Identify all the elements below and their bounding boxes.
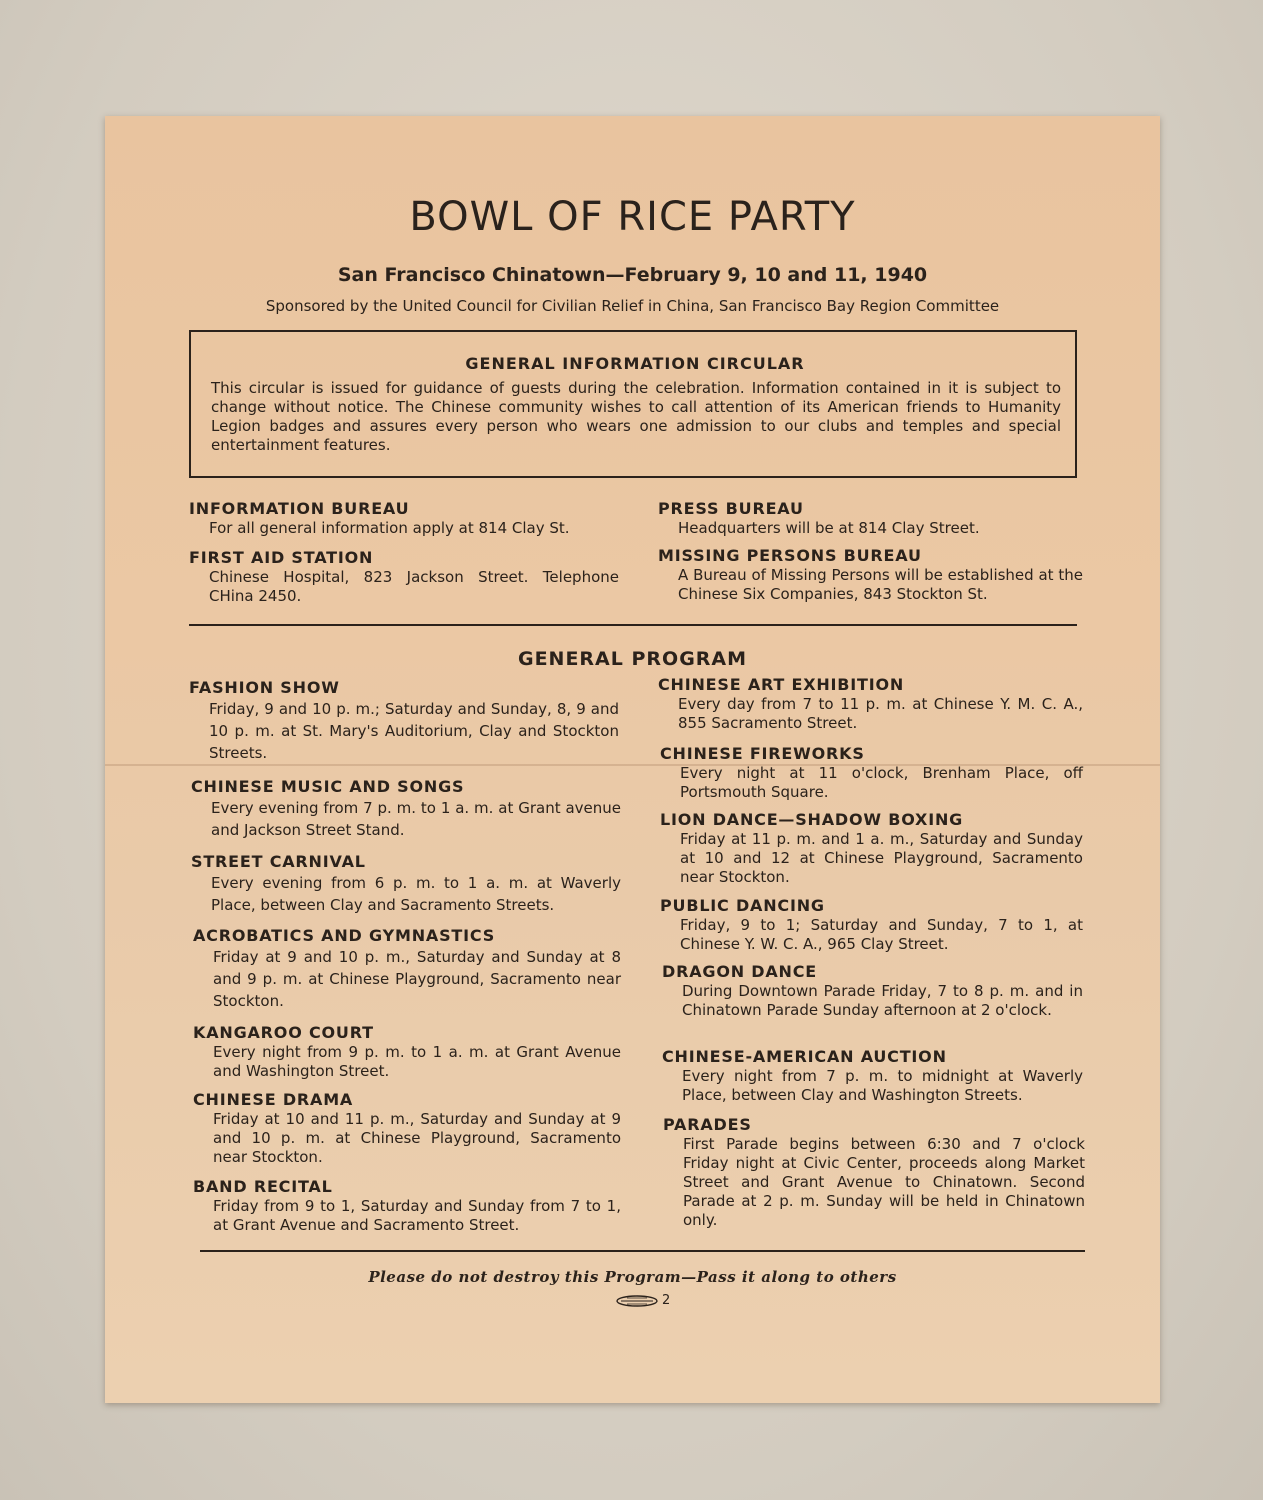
entry-heading: BAND RECITAL [193, 1177, 333, 1196]
info-press-bureau [658, 499, 1083, 538]
program-fashion-show [189, 678, 619, 764]
program-chinese-drama [193, 1090, 621, 1167]
entry-heading: LION DANCE—SHADOW BOXING [660, 810, 964, 829]
entry-body: Friday at 10 and 11 p. m., Saturday and Sunday at 9 and 10 p. m. at Chinese Playground, Sacramento near Stockton. [213, 1110, 621, 1166]
program-dragon-dance [662, 962, 1083, 1020]
program-kangaroo-court [193, 1023, 621, 1081]
entry-heading: ACROBATICS AND GYMNASTICS [193, 926, 496, 945]
program-heading: GENERAL PROGRAM [517, 648, 748, 670]
program-chinese-music [191, 777, 621, 841]
program-lion-dance [660, 810, 1083, 887]
circular-body: This circular is issued for guidance of guests during the celebration. Information contained in it is subject to change without notice. The Chinese community wishes to call attention of its American friends to Humanity Legion badges and assures every person who wears one admission to our clubs and temples and special entertainment features. [211, 379, 1061, 454]
info-first-aid-station [189, 548, 619, 606]
entry-heading: PUBLIC DANCING [660, 896, 825, 915]
entry-body: A Bureau of Missing Persons will be established at the Chinese Six Companies, 843 Stockton St. [678, 566, 1083, 603]
info-information-bureau [189, 499, 619, 538]
page-number [615, 1293, 670, 1308]
entry-heading: FASHION SHOW [189, 678, 340, 697]
program-band-recital [193, 1177, 621, 1235]
entry-body: Friday, 9 and 10 p. m.; Saturday and Sunday, 8, 9 and 10 p. m. at St. Mary's Auditorium, Clay and Stockton Streets. [209, 700, 619, 762]
sponsor-line: Sponsored by the United Council for Civilian Relief in China, San Francisco Bay Region Committee [265, 297, 1000, 315]
entry-body: First Parade begins between 6:30 and 7 o'clock Friday night at Civic Center, proceeds along Market Street and Grant Avenue to Chinatown. Second Parade at 2 p. m. Sunday will be held in Chinatown only. [683, 1135, 1085, 1229]
program-parades [663, 1115, 1085, 1230]
entry-body: Every evening from 7 p. m. to 1 a. m. at Grant avenue and Jackson Street Stand. [211, 799, 621, 839]
program-public-dancing [660, 896, 1083, 954]
entry-heading: CHINESE ART EXHIBITION [658, 675, 905, 694]
footer-note: Please do not destroy this Program—Pass it along to others [368, 1268, 897, 1286]
program-fireworks [660, 744, 1083, 802]
program-acrobatics [193, 926, 621, 1012]
program-art-exhibition [658, 675, 1083, 733]
entry-heading: STREET CARNIVAL [191, 852, 366, 871]
entry-body: Friday, 9 to 1; Saturday and Sunday, 7 to 1, at Chinese Y. W. C. A., 965 Clay Street. [680, 916, 1083, 953]
entry-body: During Downtown Parade Friday, 7 to 8 p. m. and in Chinatown Parade Sunday afternoon at 2 o'clock. [682, 982, 1083, 1019]
entry-body: Every day from 7 to 11 p. m. at Chinese Y. M. C. A., 855 Sacramento Street. [678, 695, 1083, 732]
section-divider [189, 624, 1077, 626]
circular-heading: GENERAL INFORMATION CIRCULAR [465, 354, 805, 373]
entry-heading: INFORMATION BUREAU [189, 499, 410, 518]
program-auction [662, 1047, 1083, 1105]
entry-heading: CHINESE MUSIC AND SONGS [191, 777, 465, 796]
entry-body: Chinese Hospital, 823 Jackson Street. Telephone CHina 2450. [209, 568, 619, 605]
entry-heading: PRESS BUREAU [658, 499, 804, 518]
entry-body: Friday at 9 and 10 p. m., Saturday and Sunday at 8 and 9 p. m. at Chinese Playground, Sacramento near Stockton. [213, 948, 621, 1010]
information-circular-box [189, 330, 1077, 478]
entry-body: Friday from 9 to 1, Saturday and Sunday from 7 to 1, at Grant Avenue and Sacramento Street. [213, 1197, 621, 1234]
page-title: BOWL OF RICE PARTY [409, 194, 856, 240]
entry-body: Every night at 11 o'clock, Brenham Place, off Portsmouth Square. [680, 764, 1083, 801]
entry-body: For all general information apply at 814 Clay St. [209, 519, 570, 537]
program-sheet [105, 116, 1160, 1403]
entry-body: Headquarters will be at 814 Clay Street. [678, 519, 980, 537]
entry-heading: DRAGON DANCE [662, 962, 818, 981]
entry-heading: CHINESE-AMERICAN AUCTION [662, 1047, 947, 1066]
info-missing-persons-bureau [658, 546, 1083, 604]
entry-heading: CHINESE FIREWORKS [660, 744, 865, 763]
event-subtitle: San Francisco Chinatown—February 9, 10 and 11, 1940 [337, 264, 928, 286]
entry-heading: PARADES [663, 1115, 752, 1134]
entry-body: Friday at 11 p. m. and 1 a. m., Saturday and Sunday at 10 and 12 at Chinese Playground, Sacramento near Stockton. [680, 830, 1083, 886]
page-number-text: 2 [662, 1293, 671, 1308]
entry-body: Every night from 9 p. m. to 1 a. m. at Grant Avenue and Washington Street. [213, 1043, 621, 1080]
entry-body: Every evening from 6 p. m. to 1 a. m. at Waverly Place, between Clay and Sacramento Streets. [211, 874, 621, 914]
entry-heading: CHINESE DRAMA [193, 1090, 354, 1109]
entry-heading: MISSING PERSONS BUREAU [658, 546, 922, 565]
entry-body: Every night from 7 p. m. to midnight at Waverly Place, between Clay and Washington Streets. [682, 1067, 1083, 1104]
union-bug-icon [615, 1295, 659, 1307]
footer-divider [200, 1250, 1085, 1252]
entry-heading: FIRST AID STATION [189, 548, 374, 567]
program-street-carnival [191, 852, 621, 916]
entry-heading: KANGAROO COURT [193, 1023, 374, 1042]
